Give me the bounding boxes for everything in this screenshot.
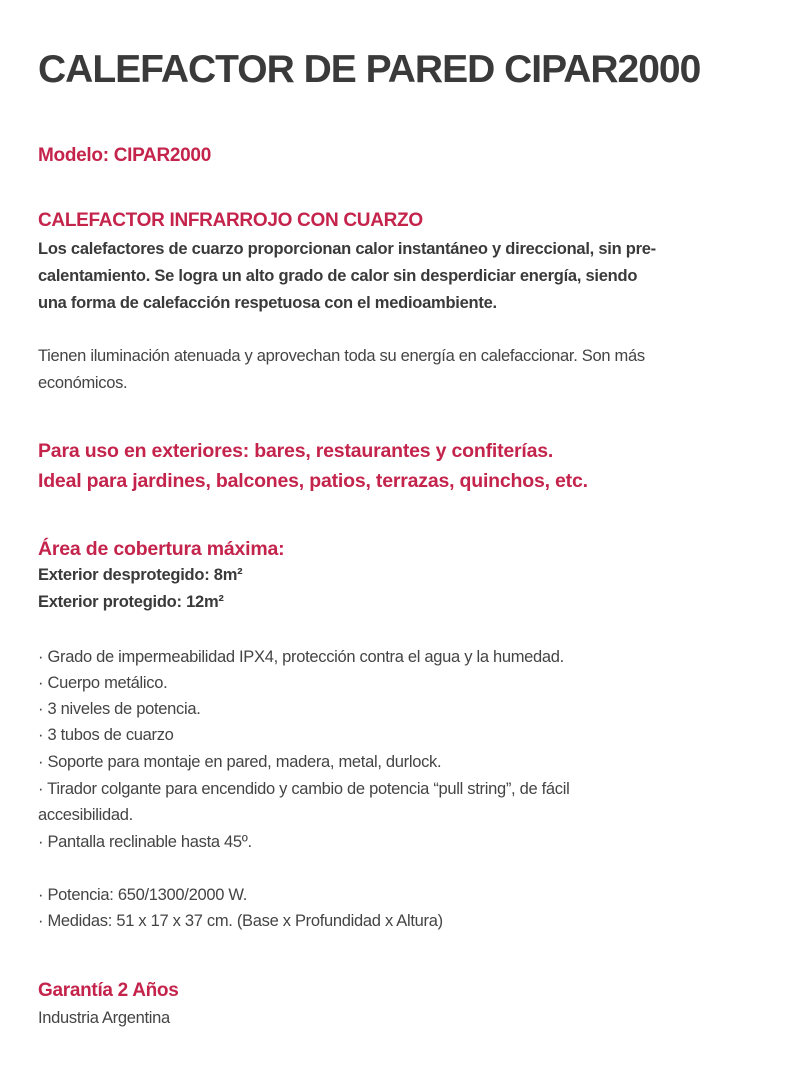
feature-item: · Grado de impermeabilidad IPX4, protección contra el agua y la humedad.	[38, 648, 564, 666]
coverage-heading: Área de cobertura máxima:	[38, 538, 285, 560]
spec-item: · Medidas: 51 x 17 x 37 cm. (Base x Profundidad x Altura)	[38, 912, 443, 930]
section-heading: CALEFACTOR INFRARROJO CON CUARZO	[38, 210, 423, 231]
warranty-label: Garantía 2 Años	[38, 980, 179, 1001]
intro-line: Los calefactores de cuarzo proporcionan calor instantáneo y direccional, sin pre-	[38, 240, 656, 258]
feature-item: · Pantalla reclinable hasta 45º.	[38, 833, 252, 851]
feature-item: · Soporte para montaje en pared, madera, metal, durlock.	[38, 753, 442, 771]
origin-label: Industria Argentina	[38, 1009, 170, 1027]
uses-line: Para uso en exteriores: bares, restaurantes y confiterías.	[38, 440, 554, 462]
feature-item: accesibilidad.	[38, 806, 133, 824]
description-line: Tienen iluminación atenuada y aprovechan toda su energía en calefaccionar. Son más	[38, 347, 645, 365]
feature-item: · 3 niveles de potencia.	[38, 700, 201, 718]
coverage-line: Exterior desprotegido: 8m²	[38, 566, 243, 584]
intro-line: una forma de calefacción respetuosa con el medioambiente.	[38, 294, 497, 312]
feature-item: · Tirador colgante para encendido y cambio de potencia “pull string”, de fácil	[38, 780, 570, 798]
intro-line: calentamiento. Se logra un alto grado de calor sin desperdiciar energía, siendo	[38, 267, 638, 285]
page-title: CALEFACTOR DE PARED CIPAR2000	[38, 48, 701, 91]
uses-line: Ideal para jardines, balcones, patios, terrazas, quinchos, etc.	[38, 470, 588, 492]
feature-item: · Cuerpo metálico.	[38, 674, 168, 692]
model-label: Modelo: CIPAR2000	[38, 145, 211, 166]
coverage-line: Exterior protegido: 12m²	[38, 593, 224, 611]
description-line: económicos.	[38, 374, 128, 392]
spec-item: · Potencia: 650/1300/2000 W.	[38, 886, 248, 904]
feature-item: · 3 tubos de cuarzo	[38, 726, 174, 744]
